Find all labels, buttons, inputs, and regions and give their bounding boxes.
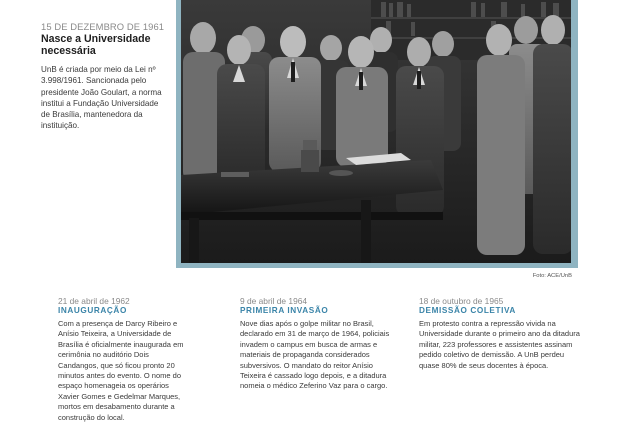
- intro-body: UnB é criada por meio da Lei nº 3.998/1961. Sancionada pelo presidente João Goulart, a norma institui a Fundação Universidade de Brasília, mantenedora da instituição.: [41, 65, 162, 131]
- historical-photo: [181, 0, 571, 263]
- event-date: 21 de abril de 1962: [58, 296, 130, 306]
- event-inauguracao: [58, 296, 188, 423]
- event-primeira-invasao: [240, 296, 396, 392]
- event-date: 18 de outubro de 1965: [419, 296, 504, 306]
- intro-title: Nasce a Universidade necessária: [41, 33, 151, 57]
- intro-date: 15 DE DEZEMBRO DE 1961: [41, 21, 165, 32]
- event-heading: DEMISSÃO COLETIVA: [419, 306, 516, 315]
- event-demissao-coletiva: [419, 296, 583, 371]
- photo-illustration: [181, 0, 571, 263]
- event-heading: PRIMEIRA INVASÃO: [240, 306, 329, 315]
- event-date: 9 de abril de 1964: [240, 296, 308, 306]
- intro-block: [41, 21, 169, 132]
- photo-frame: [176, 0, 578, 268]
- event-body: Nove dias após o golpe militar no Brasil, declarado em 31 de março de 1964, policiais invadem o campus em busca de armas e materiais de propaganda considerados subversivos. O mandato do reitor Anísio Teixeira é cassado logo depois, e a ditadura nomeia o médico Zeferino Vaz para o cargo.: [240, 319, 390, 391]
- event-body: Em protesto contra a repressão vivida na Universidade durante o primeiro ano da ditadura militar, 223 professores e assistentes assinam pedido coletivo de demissão. A UnB perdeu quase 80% de seus docentes à época.: [419, 319, 580, 370]
- event-body: Com a presença de Darcy Ribeiro e Anísio Teixeira, a Universidade de Brasília é oficialmente inaugurada em cerimônia no auditório Dois Candangos, que só ficou pronto 20 minutos antes do evento. O nome do espaço homenageia os operários Xavier Gomes e Gedelmar Marques, mortos em desabamento durante a construção do local.: [58, 319, 184, 422]
- event-heading: INAUGURAÇÃO: [58, 306, 127, 315]
- photo-credit: Foto: ACE/UnB: [532, 273, 572, 279]
